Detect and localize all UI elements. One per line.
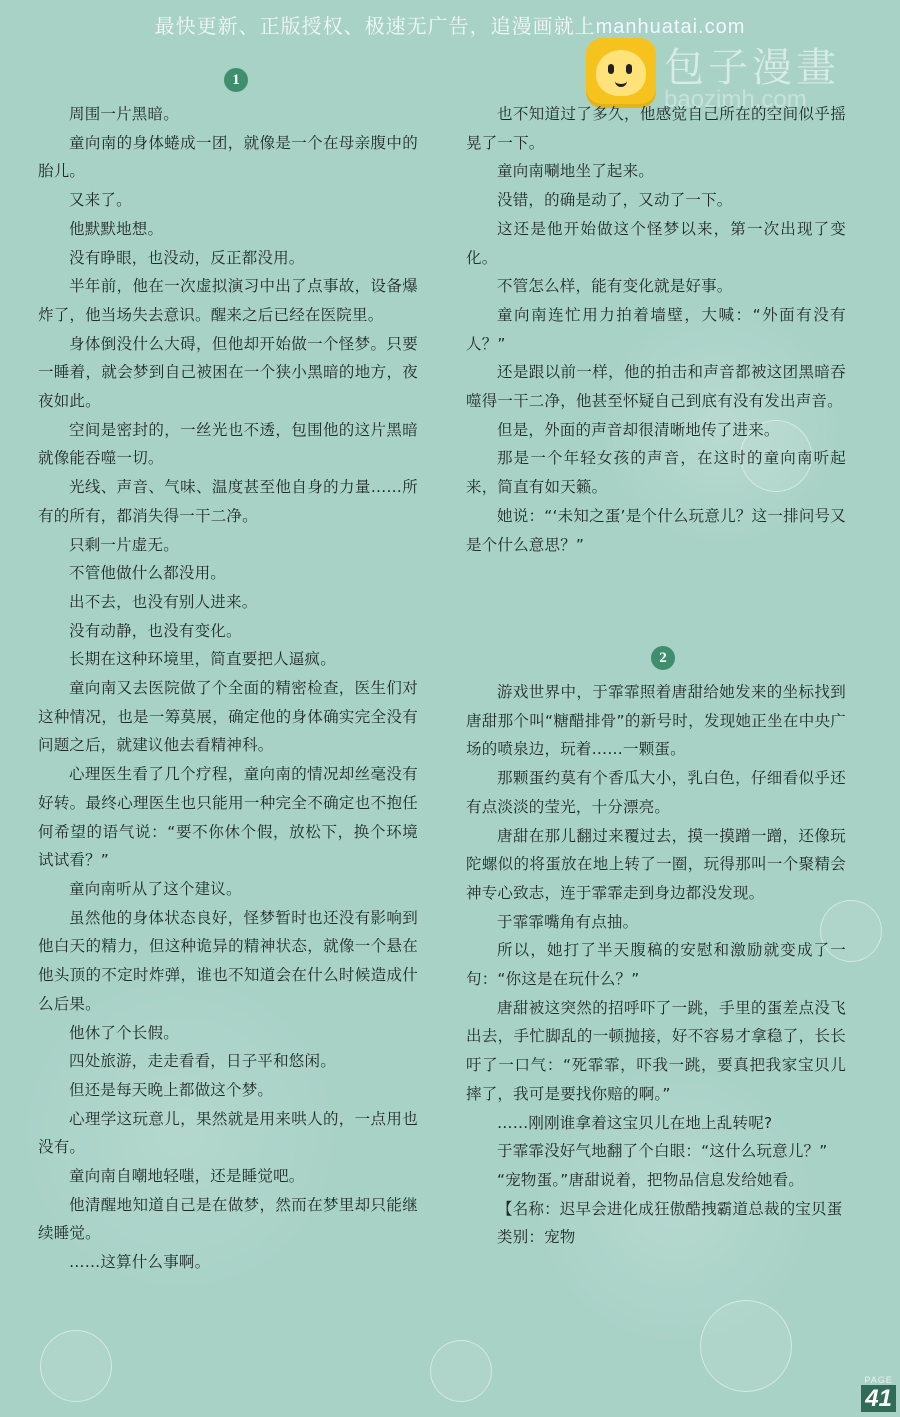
paragraph: 【名称：迟早会进化成狂傲酷拽霸道总裁的宝贝蛋 [497,1199,843,1218]
brand-url-watermark: baozimh.com [664,86,807,113]
paragraph: 不管怎么样，能有变化就是好事。 [497,277,733,296]
paragraph: 那是一个年轻女孩的声音，在这时的童向南听起来，简直有如天籁。 [466,449,846,497]
paragraph: 出不去，也没有别人进来。 [69,592,258,611]
brand-watermark: 包子漫畫 [664,45,840,91]
paragraph: 游戏世界中，于霏霏照着唐甜给她发来的坐标找到唐甜那个叫“糖醋排骨”的新号时，发现她正坐在中央广场的喷泉边，玩着……一颗蛋。 [466,683,846,759]
section-number-1: 1 [224,68,248,92]
flower-decoration [430,1340,492,1402]
paragraph: 周围一片黑暗。 [69,105,179,123]
paragraph: 唐甜被这突然的招呼吓了一跳，手里的蛋差点没飞出去，手忙脚乱的一顿抛接，好不容易才拿稳了，长长吁了一口气：“死霏霏，吓我一跳，要真把我家宝贝儿摔了，我可是要找你赔的啊。” [466,998,846,1103]
flower-decoration [40,1330,112,1402]
paragraph: 身体倒没什么大碍，但他却开始做一个怪梦。只要一睡着，就会梦到自己被困在一个狭小黑暗的地方，夜夜如此。 [38,334,418,411]
paragraph: ……刚刚谁拿着这宝贝儿在地上乱转呢? [497,1113,773,1132]
paragraph: 只剩一片虚无。 [69,535,179,554]
paragraph: ……这算什么事啊。 [69,1253,211,1272]
paragraph: 虽然他的身体状态良好，怪梦暂时也还没有影响到他白天的精力，但这种诡异的精神状态，就像一个悬在他头顶的不定时炸弹，谁也不知道会在什么时候造成什么后果。 [38,908,418,1013]
page-number: 41 [861,1385,896,1412]
paragraph: 但还是每天晚上都做这个梦。 [69,1080,274,1099]
paragraph: 他清醒地知道自己是在做梦，然而在梦里却只能继续睡觉。 [38,1195,418,1243]
watermark-banner [0,10,900,39]
page-label: PAGE [864,1375,893,1385]
bun-logo-icon [586,38,656,108]
paragraph: 心理医生看了几个疗程，童向南的情况却丝毫没有好转。最终心理医生也只能用一种完全不确定也不抱任何希望的语气说：“要不你休个假，放松下，换个环境试试看？” [38,765,418,870]
left-column [38,100,418,1277]
flower-decoration [700,1300,792,1392]
paragraph: 那颗蛋约莫有个香瓜大小，乳白色，仔细看似乎还有点淡淡的莹光，十分漂亮。 [466,769,846,816]
paragraph: 还是跟以前一样，他的拍击和声音都被这团黑暗吞噬得一干二净，他甚至怀疑自己到底有没有发出声音。 [466,363,846,411]
paragraph: 四处旅游，走走看看，日子平和悠闲。 [69,1052,336,1071]
watermark-site: manhuatai.com [595,16,746,38]
right-column-bottom [466,678,846,1252]
paragraph: 所以，她打了半天腹稿的安慰和激励就变成了一句：“你这是在玩什么？” [466,941,846,989]
paragraph: 类别：宠物 [497,1228,576,1247]
paragraph: 但是，外面的声音却很清晰地传了进来。 [497,420,780,439]
paragraph: 空间是密封的，一丝光也不透，包围他的这片黑暗就像能吞噬一切。 [38,420,418,468]
paragraph: 童向南连忙用力拍着墙壁，大喊：“外面有没有人？” [466,305,846,353]
paragraph: 没有动静，也没有变化。 [69,621,242,640]
paragraph: 童向南的身体蜷成一团，就像是一个在母亲腹中的胎儿。 [38,133,418,181]
paragraph: 光线、声音、气味、温度甚至他自身的力量……所有的所有，都消失得一干二净。 [38,478,418,525]
section-number-2: 2 [651,646,675,670]
paragraph: 童向南又去医院做了个全面的精密检查，医生们对这种情况，也是一筹莫展，确定他的身体确实完全没有问题之后，就建议他去看精神科。 [38,679,418,755]
paragraph: 她说：“‘未知之蛋’是个什么玩意儿？这一排问号又是个什么意思？” [466,506,846,554]
right-column-top [466,100,846,559]
paragraph: 长期在这种环境里，简直要把人逼疯。 [69,650,336,669]
paragraph: 他休了个长假。 [69,1023,179,1042]
paragraph: 童向南自嘲地轻嗤，还是睡觉吧。 [69,1167,305,1186]
paragraph: 他默默地想。 [69,219,164,238]
paragraph: 心理学这玩意儿，果然就是用来哄人的，一点用也没有。 [38,1109,418,1157]
paragraph: “宠物蛋。”唐甜说着，把物品信息发给她看。 [497,1170,805,1189]
paragraph: 这还是他开始做这个怪梦以来，第一次出现了变化。 [466,219,846,267]
paragraph: 半年前，他在一次虚拟演习中出了点事故，设备爆炸了，他当场失去意识。醒来之后已经在医院里。 [38,277,418,324]
paragraph: 又来了。 [69,191,132,210]
paragraph: 没错，的确是动了，又动了一下。 [497,191,733,210]
paragraph: 于霏霏嘴角有点抽。 [497,912,639,931]
paragraph: 童向南唰地坐了起来。 [497,162,655,181]
paragraph: 唐甜在那儿翻过来覆过去，摸一摸蹭一蹭，还像玩陀螺似的将蛋放在地上转了一圈，玩得那叫一个聚精会神专心致志，连于霏霏走到身边都没发现。 [466,826,846,902]
paragraph: 于霏霏没好气地翻了个白眼：“这什么玩意儿？” [497,1142,828,1161]
paragraph: 没有睁眼，也没动，反正都没用。 [69,248,305,267]
page-number-badge [861,1375,896,1413]
paragraph: 也不知道过了多久，他感觉自己所在的空间似乎摇晃了一下。 [466,105,846,152]
paragraph: 不管他做什么都没用。 [69,564,227,583]
watermark-text: 最快更新、正版授权、极速无广告，追漫画就上 [154,14,596,38]
paragraph: 童向南听从了这个建议。 [69,879,242,898]
